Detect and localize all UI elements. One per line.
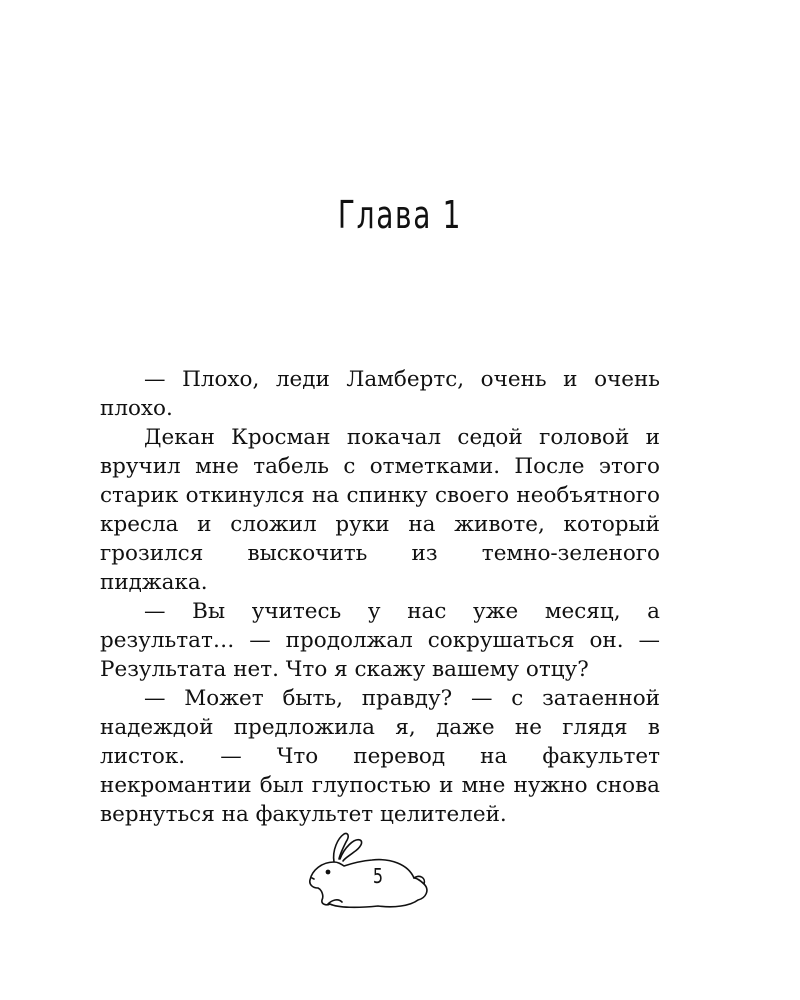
paragraph-3: — Вы учитесь у нас уже месяц, а результат… — продолжал сокрушаться он. — Результата нет. Что я скажу вашему отцу? — [100, 599, 660, 682]
body-text — [100, 365, 660, 829]
rabbit-icon — [298, 828, 438, 913]
paragraph-4: — Может быть, правду? — с затаенной надеждой предложила я, даже не глядя в листок. — Что перевод на факультет некромантии был глупостью и мне нужно снова вернуться на факультет целителей. — [100, 686, 660, 827]
page-number-ornament — [298, 828, 438, 913]
page-number: 5 — [372, 864, 384, 888]
chapter-title: Глава 1 — [337, 193, 463, 237]
paragraph-1: — Плохо, леди Ламбертс, очень и очень плохо. — [100, 367, 660, 421]
paragraph-2: Декан Кросман покачал седой головой и вручил мне табель с отметками. После этого старик откинулся на спинку своего необъятного кресла и сложил руки на животе, который грозился выскочить из темно-зеленого пиджака. — [100, 425, 660, 595]
